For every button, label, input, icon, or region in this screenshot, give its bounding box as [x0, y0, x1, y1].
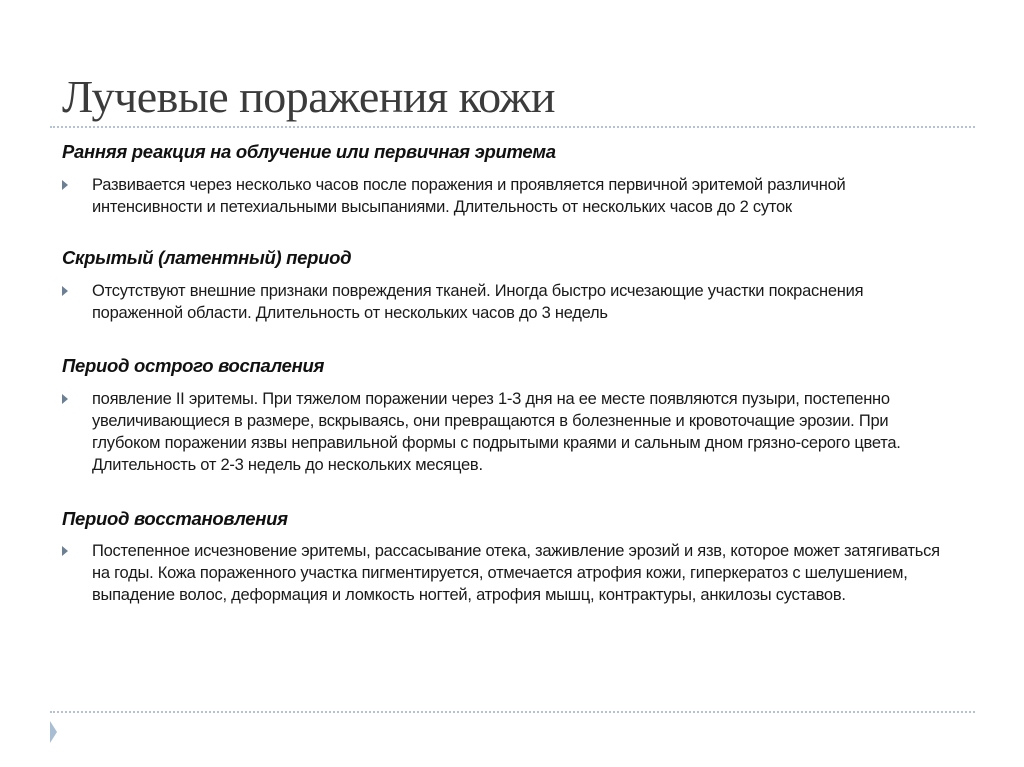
- bullet-arrow-icon: [62, 394, 68, 404]
- bullet-item: [62, 174, 942, 218]
- bullet-text: Постепенное исчезновение эритемы, рассасывание отека, заживление эрозий и язв, которое может затягиваться на годы. Кожа пораженного участка пигментируется, отмечается атрофия кожи, гиперкератоз с шелушением, выпадение волос, деформация и ломкость ногтей, атрофия мышц, контрактуры, анкилозы суставов.: [92, 542, 940, 604]
- section-heading: Ранняя реакция на облучение или первичная эритема: [62, 141, 556, 162]
- footer-triangle-icon: [50, 721, 57, 743]
- bullet-item: [62, 540, 942, 606]
- bullet-arrow-icon: [62, 546, 68, 556]
- section-heading: Скрытый (латентный) период: [62, 247, 352, 268]
- bullet-item: [62, 388, 942, 476]
- title-divider: [50, 126, 975, 128]
- footer-divider: [50, 711, 975, 713]
- section-heading: Период восстановления: [62, 508, 288, 529]
- section-heading: Период острого воспаления: [62, 355, 325, 376]
- bullet-text: появление II эритемы. При тяжелом поражении через 1-3 дня на ее месте появляются пузыри, постепенно увеличивающиеся в размере, вскрываясь, они превращаются в болезненные и кровоточащие эрозии. При глубоком поражении язвы неправильной формы с подрытыми краями и сальным дном грязно-серого цвета. Длительность от 2-3 недель до нескольких месяцев.: [92, 390, 901, 474]
- bullet-text: Отсутствуют внешние признаки повреждения тканей. Иногда быстро исчезающие участки покраснения пораженной области. Длительность от нескольких часов до 3 недель: [92, 282, 864, 322]
- slide-title: Лучевые поражения кожи: [62, 71, 555, 122]
- bullet-arrow-icon: [62, 180, 68, 190]
- bullet-arrow-icon: [62, 286, 68, 296]
- bullet-text: Развивается через несколько часов после поражения и проявляется первичной эритемой различной интенсивности и петехиальными высыпаниями. Длительность от нескольких часов до 2 суток: [92, 176, 846, 216]
- bullet-item: [62, 280, 942, 324]
